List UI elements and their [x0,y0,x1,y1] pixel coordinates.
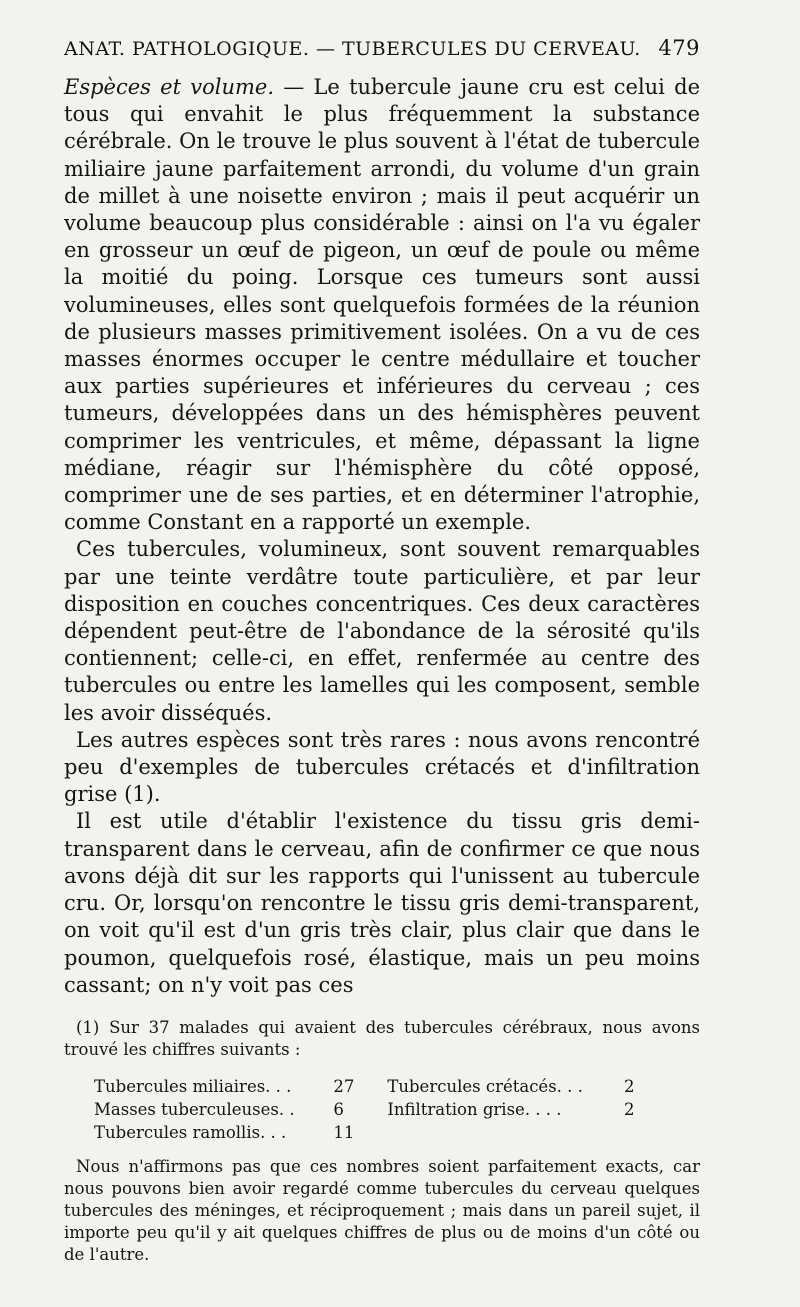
table-cell [363,1121,610,1144]
page-number: 479 [658,36,700,60]
running-head [64,36,700,60]
table-row [94,1121,654,1144]
table-cell: 2 [624,1099,635,1119]
paragraph-2: Ces tubercules, volumineux, sont souvent remarquables par une teinte verdâtre toute particulière, et par leur disposition en couches concentriques. Ces deux caractères dépendent peut-être de l'abondance de la sérosité qu'ils contiennent; celle-ci, en effet, renfermée au centre des tubercules ou entre les lamelles qui les composent, semble les avoir disséqués. [64,537,700,725]
table-row [94,1075,654,1098]
table-cell: 11 [333,1122,355,1142]
section-lead: Espèces et volume. [64,75,275,99]
table-cell: 2 [624,1076,635,1096]
body-text [64,74,700,999]
table-cell: Masses tuberculeuses. . [94,1099,295,1119]
table-row [94,1098,654,1121]
footnote-intro: (1) Sur 37 malades qui avaient des tubercules cérébraux, nous avons trouvé les chiffres suivants : [64,1017,700,1059]
paragraph-4: Il est utile d'établir l'existence du tissu gris demi-transparent dans le cerveau, afin de confirmer ce que nous avons déjà dit sur les rapports qui l'unissent au tubercule cru. Or, lorsqu'on rencontre le tissu gris demi-transparent, on voit qu'il est d'un gris très clair, plus clair que dans le poumon, quelquefois rosé, élastique, mais un peu moins cassant; on n'y voit pas ces [64,809,700,997]
running-head-title: ANAT. PATHOLOGIQUE. — TUBERCULES DU CERVEAU. [64,38,641,60]
table-cell: 6 [333,1099,344,1119]
paragraph-1-text: — Le tubercule jaune cru est celui de tous qui envahit le plus fréquemment la substance cérébrale. On le trouve le plus souvent à l'état de tubercule miliaire jaune parfaitement arrondi, du volume d'un grain de millet à une noisette environ ; mais il peut acquérir un volume beaucoup plus considérable : ainsi on l'a vu égaler en grosseur un œuf de pigeon, un œuf de poule ou même la moitié du poing. Lorsque ces tumeurs sont aussi volumineuses, elles sont quelquefois formées de la réunion de plusieurs masses primitivement isolées. On a vu de ces masses énormes occuper le centre médullaire et toucher aux parties supérieures et inférieures du cerveau ; ces tumeurs, développées dans un des hémisphères peuvent comprimer les ventricules, et même, dépassant la ligne médiane, réagir sur l'hémisphère du côté opposé, comprimer une de ses parties, et en déterminer l'atrophie, comme Constant en a rapporté un exemple. [64,75,700,535]
paragraph-1 [64,74,700,536]
footnote [64,1017,700,1266]
table-cell: 27 [333,1076,355,1096]
footnote-table [94,1075,654,1144]
table-cell: Tubercules crétacés. . . [387,1076,583,1096]
footnote-remark: Nous n'affirmons pas que ces nombres soient parfaitement exacts, car nous pouvons bien avoir regardé comme tubercules du cerveau quelques tubercules des méninges, et réciproquement ; mais dans un pareil sujet, il importe peu qu'il y ait quelques chiffres de plus ou de moins d'un côté ou de l'autre. [64,1156,700,1264]
paragraph-3: Les autres espèces sont très rares : nous avons rencontré peu d'exemples de tubercules crétacés et d'infiltration grise (1). [64,727,700,807]
table-cell: Infiltration grise. . . . [387,1099,562,1119]
table-cell: Tubercules miliaires. . . [94,1076,292,1096]
table-cell: Tubercules ramollis. . . [94,1122,287,1142]
table-cell [610,1121,654,1144]
